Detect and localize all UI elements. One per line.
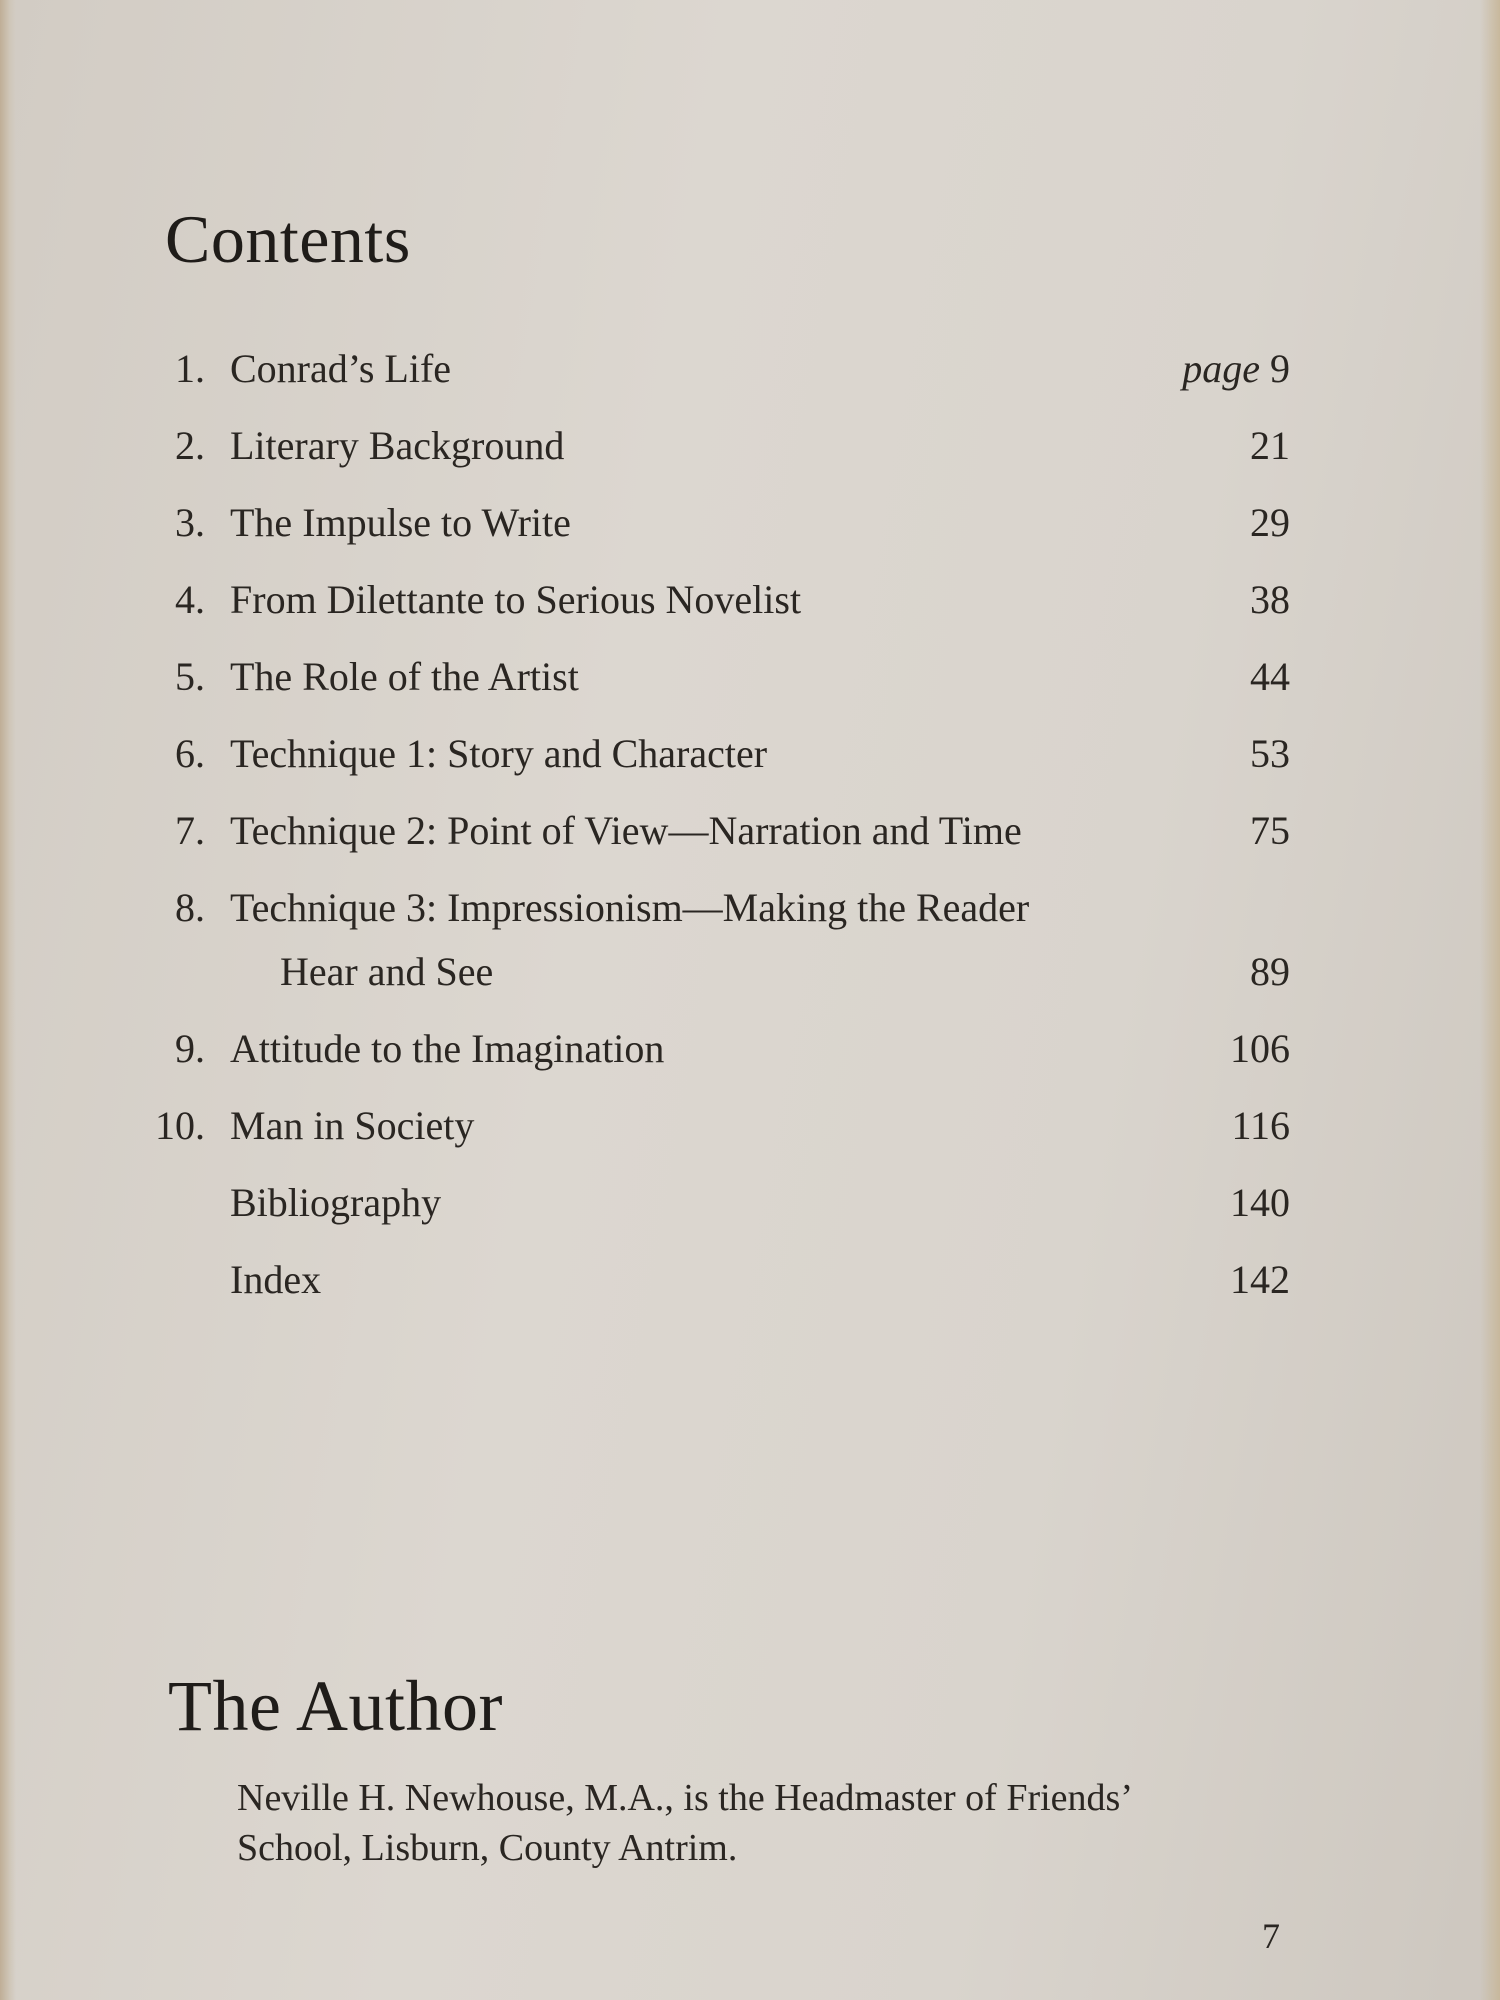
toc-entry-title: Technique 1: Story and Character <box>230 731 768 776</box>
toc-entry-title: The Impulse to Write <box>230 500 571 545</box>
page-number: 7 <box>1262 1916 1280 1956</box>
toc-entry-1 <box>140 345 1290 422</box>
toc-entry-9 <box>140 1025 1290 1102</box>
toc-entry-page: 53 <box>1250 731 1290 776</box>
toc-entry-title: Attitude to the Imagination <box>230 1026 665 1071</box>
toc-entry-3 <box>140 499 1290 576</box>
toc-entry-page: 38 <box>1250 577 1290 622</box>
author-heading: The Author <box>168 1666 503 1746</box>
toc-entry-title: The Role of the Artist <box>230 654 579 699</box>
toc-entry-number: 3. <box>175 500 205 545</box>
toc-entry-page: 142 <box>1230 1257 1290 1302</box>
toc-entry-2 <box>140 422 1290 499</box>
toc-entry-title: Index <box>230 1257 322 1302</box>
toc-entry-page: 29 <box>1250 500 1290 545</box>
toc-entry-page: 89 <box>1250 949 1290 994</box>
toc-entry-6 <box>140 730 1290 807</box>
toc-entry-index <box>140 1256 1290 1333</box>
author-bio-line-2: School, Lisburn, County Antrim. <box>237 1827 738 1869</box>
toc-entry-number: 7. <box>175 808 205 853</box>
toc-entry-page <box>1090 345 1290 393</box>
toc-entry-4 <box>140 576 1290 653</box>
toc-entry-number: 5. <box>175 654 205 699</box>
toc-entry-page: 44 <box>1250 654 1290 699</box>
toc-entry-title: Technique 2: Point of View—Narration and Time <box>230 808 1022 853</box>
page-right-edge <box>1480 0 1500 2000</box>
toc-entry-page: 106 <box>1230 1026 1290 1071</box>
page-left-edge <box>0 0 16 2000</box>
toc-entry-number: 9. <box>175 1026 205 1071</box>
toc-entry-10 <box>140 1102 1290 1179</box>
toc-entry-title: Man in Society <box>230 1103 475 1148</box>
toc-entry-bibliography <box>140 1179 1290 1256</box>
toc-entry-number: 2. <box>175 423 205 468</box>
toc-entry-title: From Dilettante to Serious Novelist <box>230 577 802 622</box>
toc-entry-title: Technique 3: Impressionism—Making the Reader <box>230 885 1030 930</box>
toc-entry-5 <box>140 653 1290 730</box>
toc-entry-title-continued: Hear and See <box>280 949 494 994</box>
author-bio <box>237 1773 1317 1873</box>
author-bio-line-1: Neville H. Newhouse, M.A., is the Headmaster of Friends’ <box>237 1777 1133 1819</box>
page-label: page <box>1182 346 1260 391</box>
toc-entry-title: Literary Background <box>230 423 565 468</box>
toc-entry-page: 116 <box>1231 1103 1290 1148</box>
toc-entry-page-number: 9 <box>1270 346 1290 391</box>
toc-entry-number: 4. <box>175 577 205 622</box>
toc-entry-title: Bibliography <box>230 1180 442 1225</box>
toc-entry-number: 8. <box>175 885 205 930</box>
toc-entry-8 <box>140 884 1290 1025</box>
toc-entry-7 <box>140 807 1290 884</box>
toc-entry-page: 140 <box>1230 1180 1290 1225</box>
toc-entry-title: Conrad’s Life <box>230 346 452 391</box>
toc-entry-number: 10. <box>155 1103 205 1148</box>
toc-entry-page: 21 <box>1250 423 1290 468</box>
toc-entry-page: 75 <box>1250 808 1290 853</box>
toc-entry-number: 6. <box>175 731 205 776</box>
table-of-contents <box>140 345 1290 1333</box>
toc-entry-number: 1. <box>175 346 205 391</box>
contents-heading: Contents <box>165 201 411 277</box>
